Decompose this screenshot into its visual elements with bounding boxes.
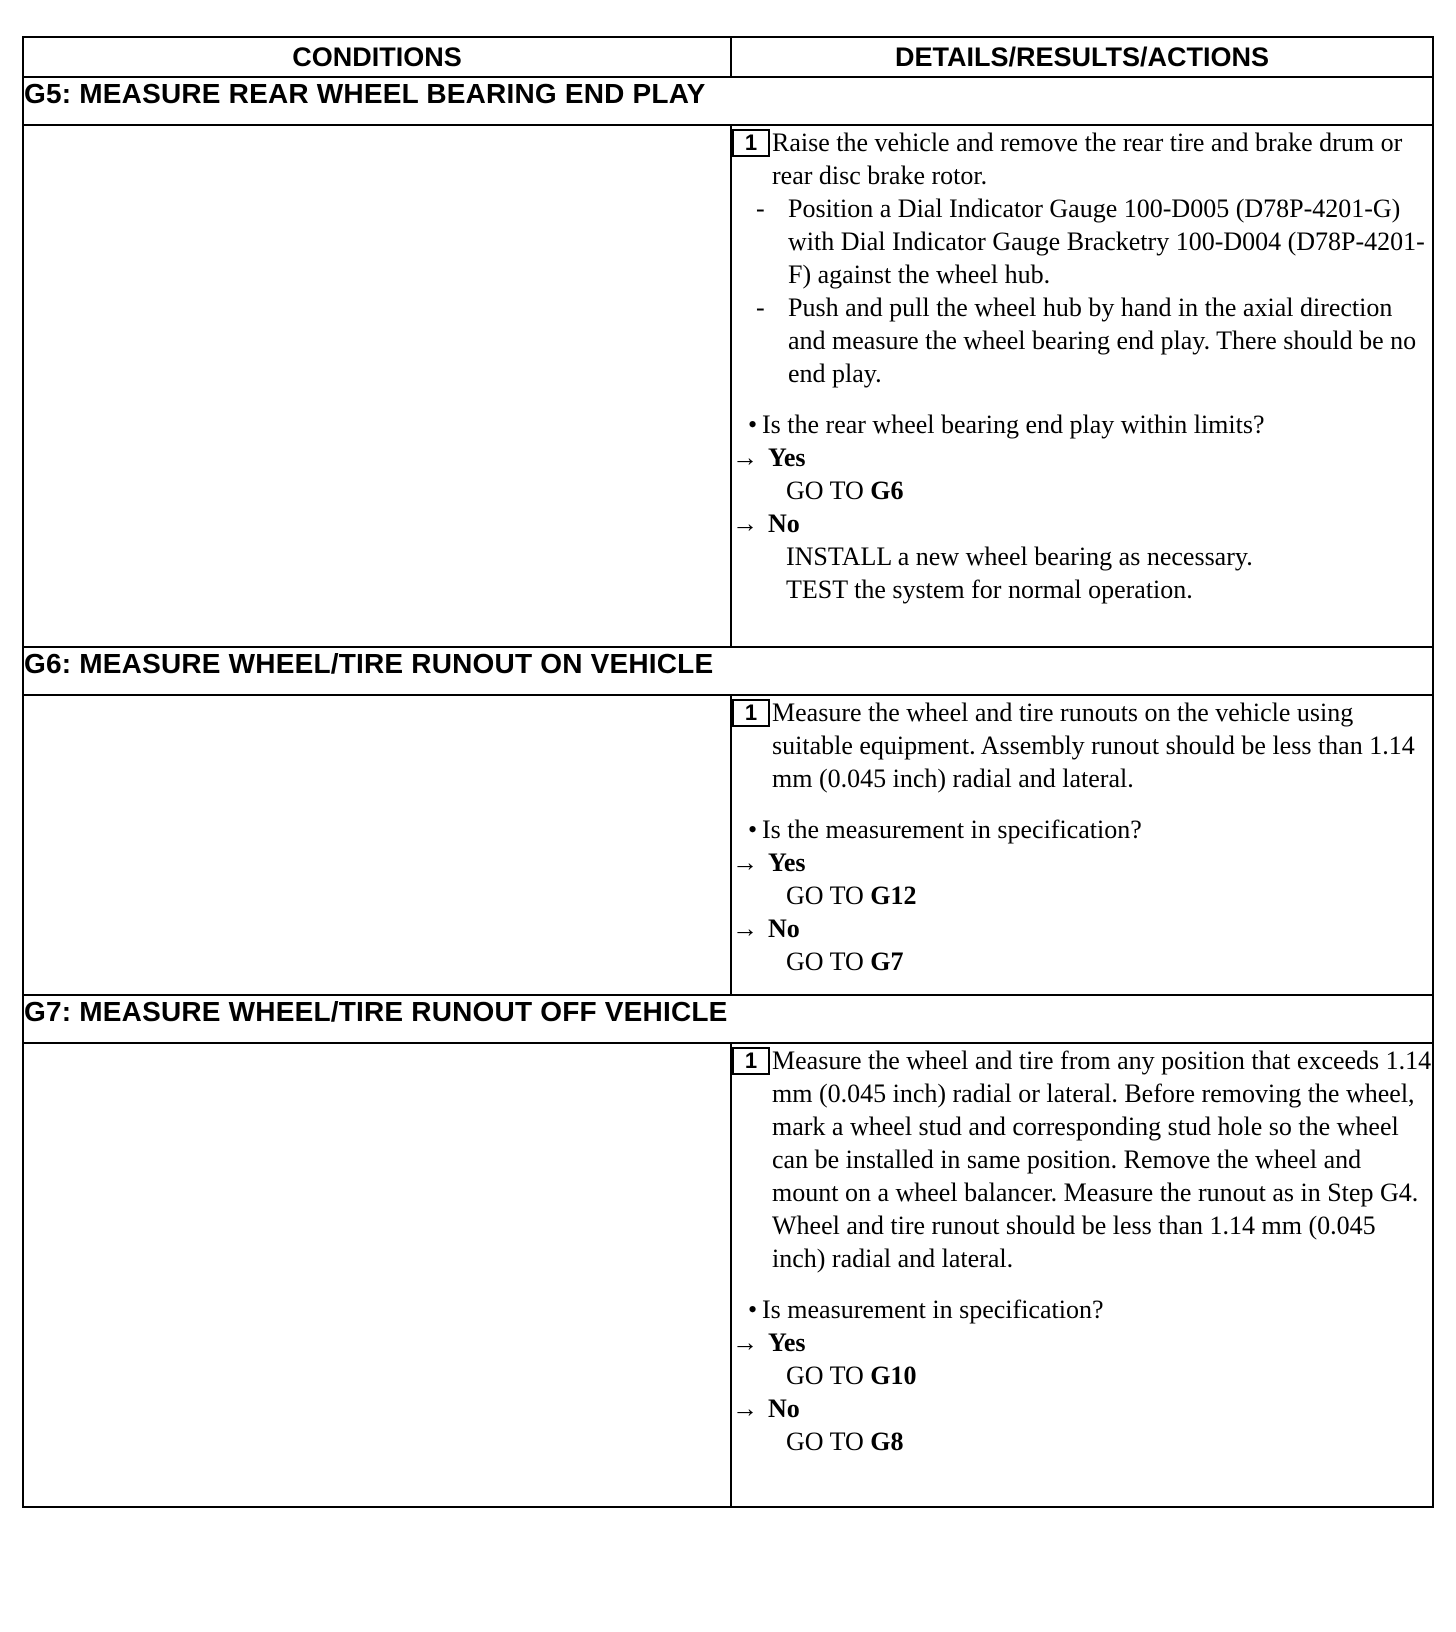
right-arrow-icon: →: [732, 1328, 758, 1357]
no-action-line: TEST the system for normal operation.: [786, 575, 1193, 604]
step-1: [732, 126, 1432, 192]
section-body-row-g6: [23, 695, 1433, 995]
no-answer: [732, 1392, 1432, 1425]
section-title-g6: G6: MEASURE WHEEL/TIRE RUNOUT ON VEHICLE: [23, 647, 1433, 695]
question: [732, 1293, 1432, 1326]
step-number-box: 1: [732, 699, 770, 727]
section-header-row: [23, 77, 1433, 125]
yes-label: Yes: [768, 443, 806, 472]
yes-label: Yes: [768, 848, 806, 877]
yes-action: [732, 474, 1432, 507]
conditions-column-header: CONDITIONS: [23, 37, 731, 77]
goto-target: G6: [870, 476, 904, 505]
right-arrow-icon: →: [732, 509, 758, 538]
right-arrow-icon: →: [732, 848, 758, 877]
details-cell: [731, 125, 1433, 647]
step-1: [732, 696, 1432, 795]
sub-step-item: - Push and pull the wheel hub by hand in the axial direction and measure the wheel bearing end play. There should be no end play.: [756, 291, 1432, 390]
column-header-row: [23, 37, 1433, 77]
section-title-g7: G7: MEASURE WHEEL/TIRE RUNOUT OFF VEHICLE: [23, 995, 1433, 1043]
no-answer: [732, 507, 1432, 540]
section-title-g5: G5: MEASURE REAR WHEEL BEARING END PLAY: [23, 77, 1433, 125]
conditions-cell: [23, 1043, 731, 1507]
details-cell: [731, 1043, 1433, 1507]
goto-target: G7: [870, 947, 904, 976]
question-text: Is the measurement in specification?: [762, 815, 1142, 844]
question-text: Is measurement in specification?: [762, 1295, 1104, 1324]
question-text: Is the rear wheel bearing end play within limits?: [762, 410, 1265, 439]
step-text: Measure the wheel and tire from any position that exceeds 1.14 mm (0.045 inch) radial or lateral. Before removing the wheel, mark a wheel stud and corresponding stud hole so the wheel can be installed in same position. Remove the wheel and mount on a wheel balancer. Measure the runout as in Step G4. Wheel and tire runout should be less than 1.14 mm (0.045 inch) radial and lateral.: [772, 1046, 1432, 1273]
bullet-icon: •: [748, 1295, 758, 1324]
goto-text: GO TO: [786, 947, 864, 976]
right-arrow-icon: →: [732, 443, 758, 472]
no-label: No: [768, 914, 800, 943]
step-text: Raise the vehicle and remove the rear tire and brake drum or rear disc brake rotor.: [772, 128, 1403, 190]
right-arrow-icon: →: [732, 914, 758, 943]
question: [732, 813, 1432, 846]
yes-label: Yes: [768, 1328, 806, 1357]
bullet-icon: •: [748, 410, 758, 439]
section-header-row: [23, 995, 1433, 1043]
goto-target: G8: [870, 1427, 904, 1456]
conditions-cell: [23, 125, 731, 647]
step-text: Measure the wheel and tire runouts on the vehicle using suitable equipment. Assembly runout should be less than 1.14 mm (0.045 inch) radial and lateral.: [772, 698, 1415, 793]
no-label: No: [768, 509, 800, 538]
yes-answer: [732, 441, 1432, 474]
section-body-row-g5: [23, 125, 1433, 647]
section-header-row: [23, 647, 1433, 695]
yes-action: [732, 879, 1432, 912]
right-arrow-icon: →: [732, 1394, 758, 1423]
goto-text: GO TO: [786, 881, 864, 910]
goto-target: G12: [870, 881, 917, 910]
no-action: [732, 945, 1432, 978]
sub-step-list: [732, 192, 1432, 390]
step-number-box: 1: [732, 129, 770, 157]
sub-step-item: - Position a Dial Indicator Gauge 100-D005 (D78P-4201-G) with Dial Indicator Gauge Bracketry 100-D004 (D78P-4201-F) against the wheel hub.: [756, 192, 1432, 291]
diagnostic-procedure-page: [22, 36, 1432, 1508]
section-body-row-g7: [23, 1043, 1433, 1507]
bullet-icon: •: [748, 815, 758, 844]
goto-target: G10: [870, 1361, 917, 1390]
yes-answer: [732, 846, 1432, 879]
question: [732, 408, 1432, 441]
yes-answer: [732, 1326, 1432, 1359]
yes-action: [732, 1359, 1432, 1392]
step-1: [732, 1044, 1432, 1275]
step-number-box: 1: [732, 1047, 770, 1075]
no-action: [732, 1425, 1432, 1458]
no-action-line: INSTALL a new wheel bearing as necessary.: [786, 542, 1253, 571]
no-answer: [732, 912, 1432, 945]
goto-text: GO TO: [786, 476, 864, 505]
goto-text: GO TO: [786, 1361, 864, 1390]
no-label: No: [768, 1394, 800, 1423]
diagnostic-procedure-table: [22, 36, 1434, 1508]
conditions-cell: [23, 695, 731, 995]
details-cell: [731, 695, 1433, 995]
goto-text: GO TO: [786, 1427, 864, 1456]
details-column-header: DETAILS/RESULTS/ACTIONS: [731, 37, 1433, 77]
